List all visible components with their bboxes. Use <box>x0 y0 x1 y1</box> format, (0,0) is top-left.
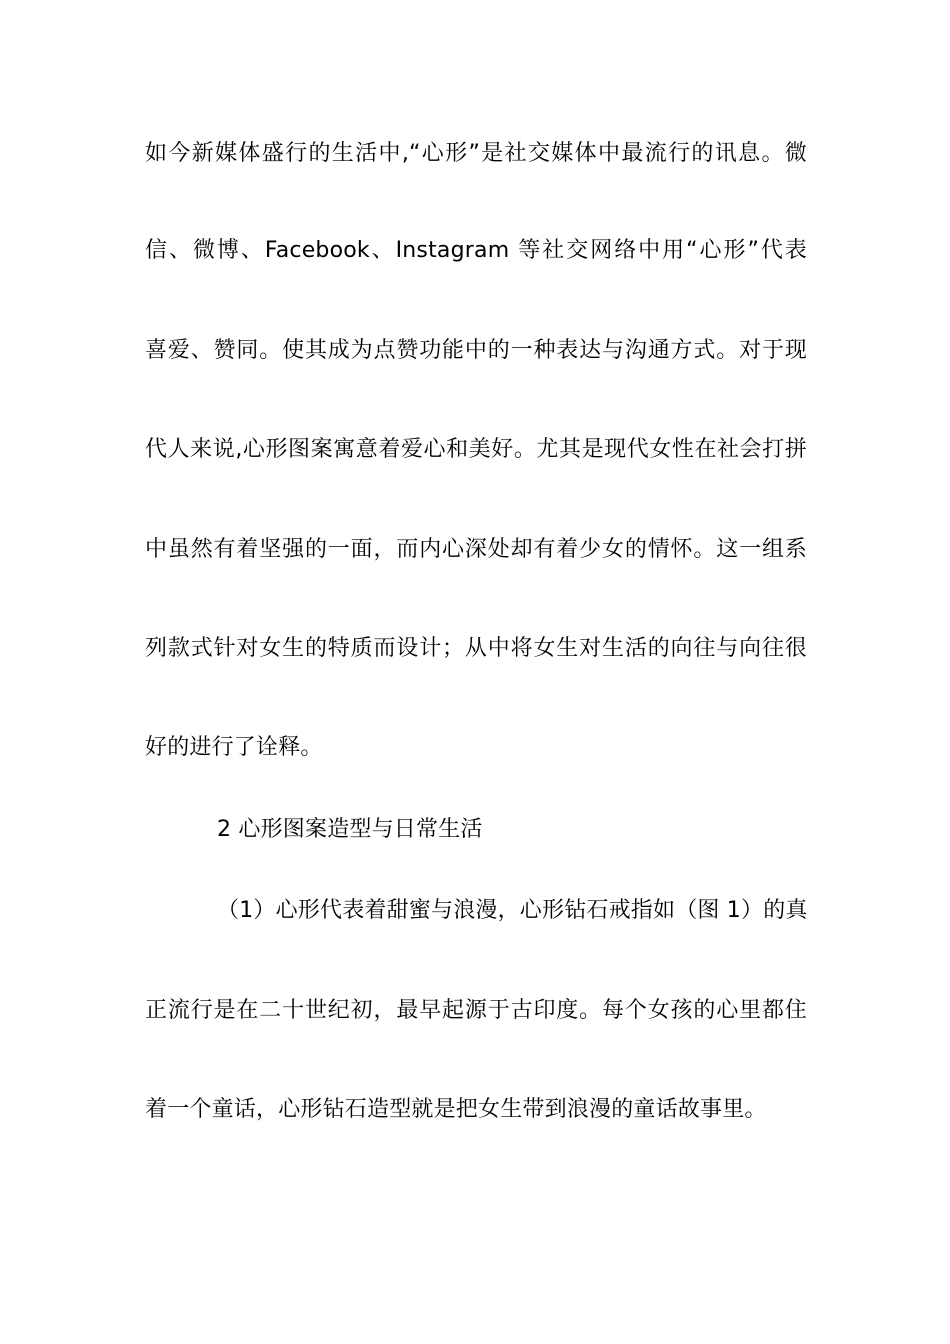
paragraph-line: 中虽然有着坚强的一面，而内心深处却有着少女的情怀。这一组系 <box>145 537 807 562</box>
paragraph-line: （1）心形代表着甜蜜与浪漫，心形钻石戒指如（图 1）的真 <box>217 898 808 923</box>
section-heading: 2 心形图案造型与日常生活 <box>217 817 483 842</box>
paragraph-line: 列款式针对女生的特质而设计；从中将女生对生活的向往与向往很 <box>145 636 807 661</box>
paragraph-line: 喜爱、赞同。使其成为点赞功能中的一种表达与沟通方式。对于现 <box>145 338 807 363</box>
paragraph-line: 代人来说,心形图案寓意着爱心和美好。尤其是现代女性在社会打拼 <box>145 437 807 462</box>
paragraph-line: 如今新媒体盛行的生活中,“心形”是社交媒体中最流行的讯息。微 <box>145 141 807 166</box>
paragraph-line: 好的进行了诠释。 <box>145 735 323 760</box>
paragraph-line: 正流行是在二十世纪初，最早起源于古印度。每个女孩的心里都住 <box>145 998 807 1023</box>
paragraph-line: 着一个童话，心形钻石造型就是把女生带到浪漫的童话故事里。 <box>145 1097 767 1122</box>
paragraph-line: 信、微博、Facebook、Instagram 等社交网络中用“心形”代表 <box>145 238 807 263</box>
